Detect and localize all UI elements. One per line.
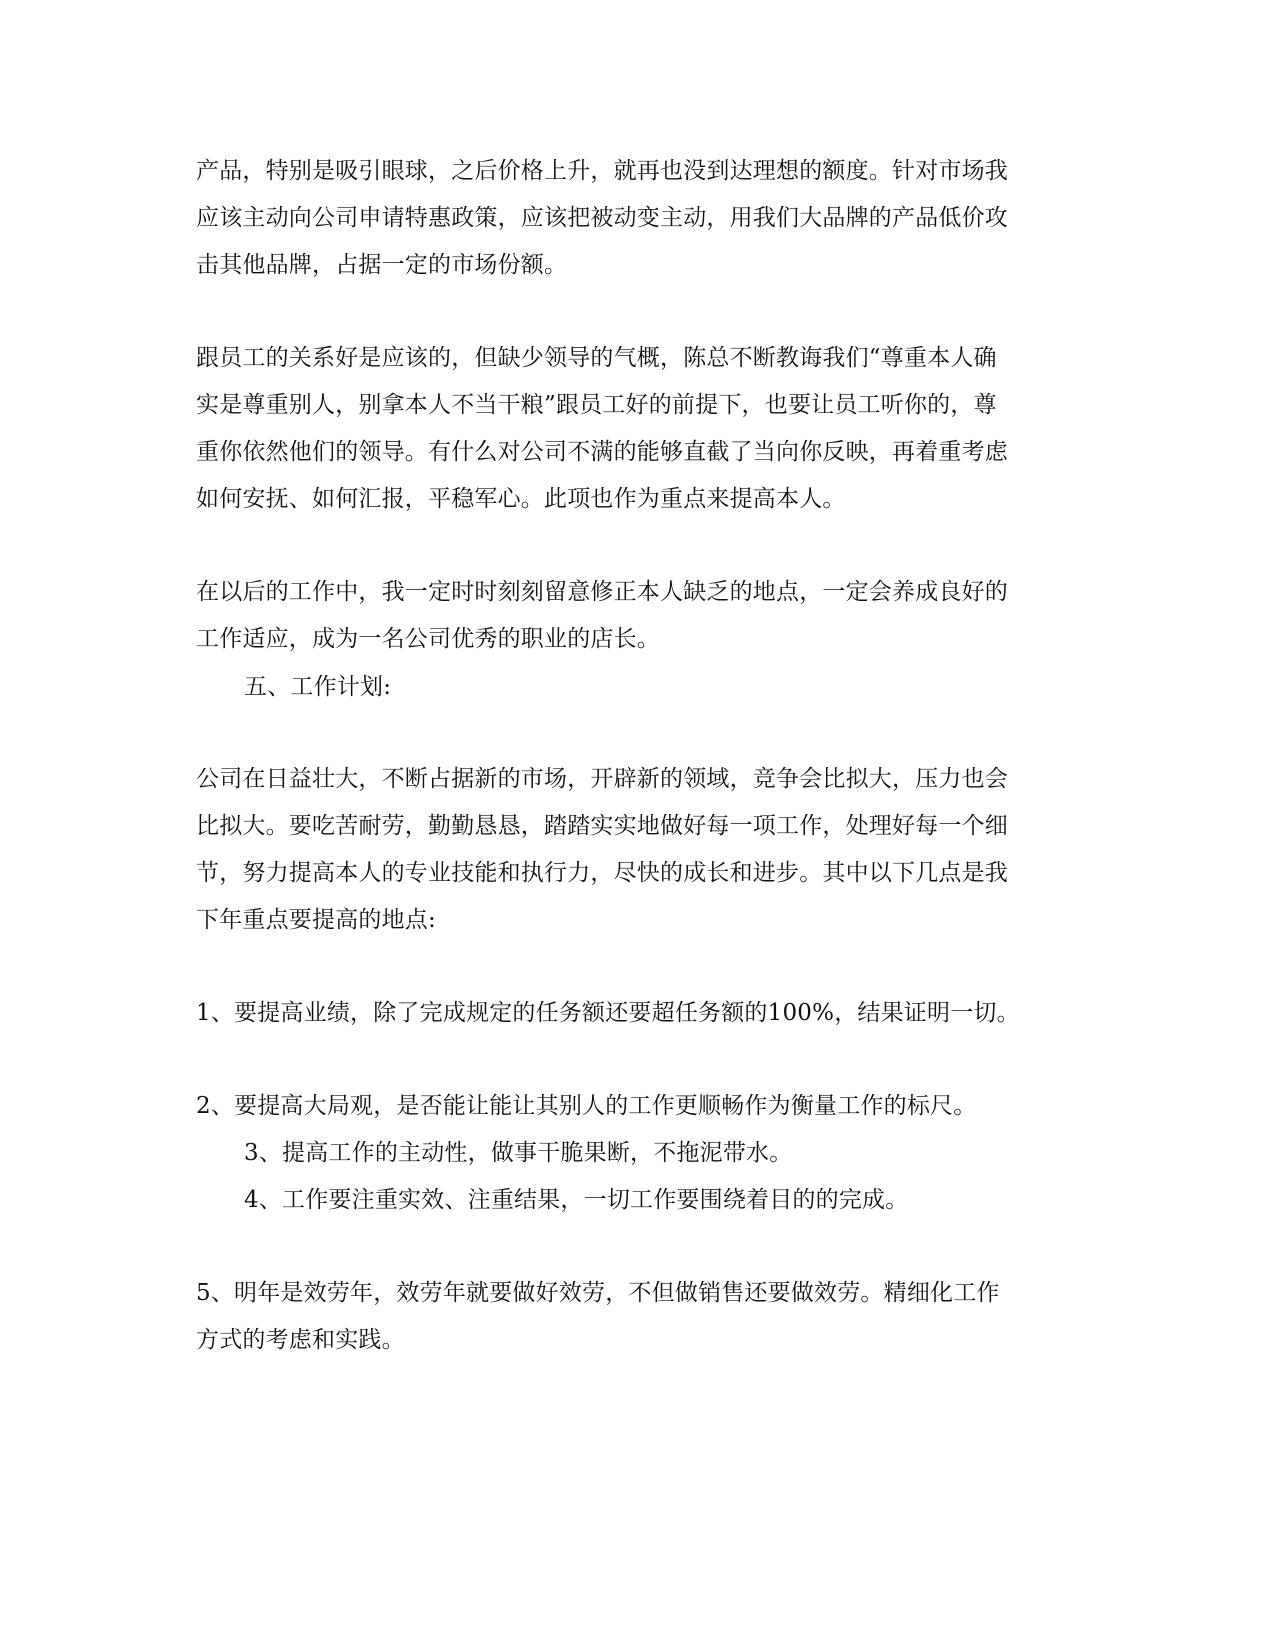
paragraph-1-line-2: 应该主动向公司申请特惠政策，应该把被动变主动，用我们大品牌的产品低价攻 <box>196 205 1008 231</box>
list-item-3: 3、提高工作的主动性，做事干脆果断，不拖泥带水。 <box>244 1140 793 1166</box>
list-item-5-line-2: 方式的考虑和实践。 <box>196 1327 405 1353</box>
paragraph-1-line-3: 击其他品牌，占据一定的市场份额。 <box>196 252 568 278</box>
paragraph-4-line-2: 比拟大。要吃苦耐劳，勤勤恳恳，踏踏实实地做好每一项工作，处理好每一个细 <box>196 813 1008 839</box>
paragraph-1-line-1: 产品，特别是吸引眼球，之后价格上升，就再也没到达理想的额度。针对市场我 <box>196 158 1008 184</box>
paragraph-4-line-4: 下年重点要提高的地点: <box>196 907 436 933</box>
list-item-1: 1、要提高业绩，除了完成规定的任务额还要超任务额的100%，结果证明一切。 <box>196 1000 1020 1026</box>
list-item-5-line-1: 5、明年是效劳年，效劳年就要做好效劳，不但做销售还要做效劳。精细化工作 <box>196 1280 1000 1306</box>
paragraph-2-line-2: 实是尊重别人，别拿本人不当干粮”跟员工好的前提下，也要让员工听你的，尊 <box>196 392 997 418</box>
paragraph-4-line-1: 公司在日益壮大，不断占据新的市场，开辟新的领域，竞争会比拟大，压力也会 <box>196 766 1008 792</box>
paragraph-3-line-1: 在以后的工作中，我一定时时刻刻留意修正本人缺乏的地点，一定会养成良好的 <box>196 579 1008 605</box>
list-item-2: 2、要提高大局观，是否能让能让其别人的工作更顺畅作为衡量工作的标尺。 <box>196 1093 977 1119</box>
section-heading: 五、工作计划: <box>244 674 392 700</box>
list-item-4: 4、工作要注重实效、注重结果，一切工作要围绕着目的的完成。 <box>244 1187 909 1213</box>
paragraph-2-line-1: 跟员工的关系好是应该的，但缺少领导的气概，陈总不断教诲我们“尊重本人确 <box>196 345 997 371</box>
paragraph-4-line-3: 节，努力提高本人的专业技能和执行力，尽快的成长和进步。其中以下几点是我 <box>196 860 1008 886</box>
paragraph-3-line-2: 工作适应，成为一名公司优秀的职业的店长。 <box>196 626 660 652</box>
paragraph-2-line-4: 如何安抚、如何汇报，平稳军心。此项也作为重点来提高本人。 <box>196 486 846 512</box>
paragraph-2-line-3: 重你依然他们的领导。有什么对公司不满的能够直截了当向你反映，再着重考虑 <box>196 439 1008 465</box>
